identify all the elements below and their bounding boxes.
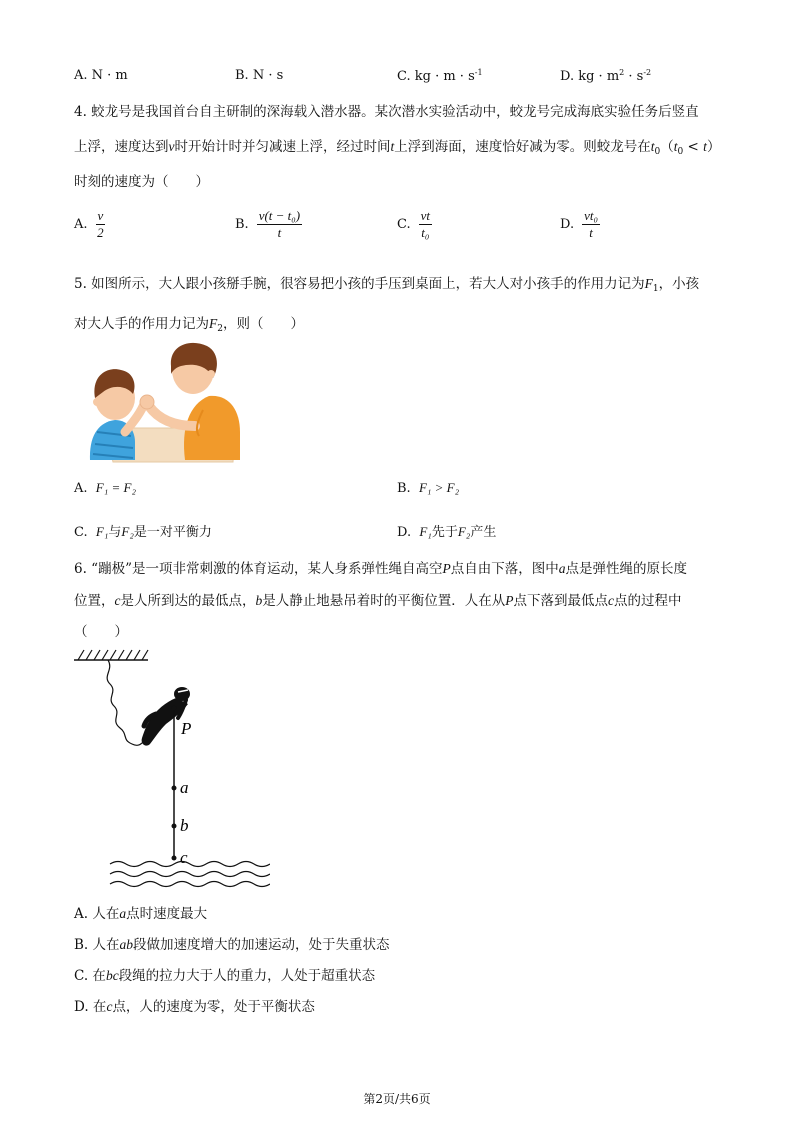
- q3-option-d: D. kg · $m^2 \cdot s^{-2}$: [560, 68, 652, 84]
- q4-option-d: D. $\frac{\text{vt₀}}{t}$: [560, 208, 598, 240]
- point-c-dot: [172, 856, 177, 861]
- ceiling-hatch: [78, 650, 148, 660]
- label-a: a: [180, 778, 189, 797]
- point-P-dot: [172, 706, 177, 711]
- q5-stem-line1: 5. 如图所示，大人跟小孩掰手腕，很容易把小孩的手压到桌面上，若大人对小孩手的作用力记为$F_1$，小孩: [74, 276, 700, 294]
- water-waves: [110, 862, 270, 887]
- q6-stem-line1: 6. “蹦极”是一项非常刺激的体育运动，某人身系弹性绳自高空P点自由下落，图中a点是弹性绳的原长度: [74, 561, 687, 577]
- point-b-dot: [172, 824, 177, 829]
- label-b: b: [180, 816, 189, 835]
- q5-stem-line2: 对大人手的作用力记为$F_2$，则（ ）: [74, 316, 304, 334]
- q5-option-a: A. F₁ = F₂: [74, 480, 136, 496]
- q4-stem-line1: 4. 蛟龙号是我国首台自主研制的深海载入潜水器。某次潜水实验活动中，蛟龙号完成海底实验任务后竖直: [74, 104, 699, 120]
- q4-option-a: A. $\frac{v}{2}$: [74, 208, 104, 240]
- q6-option-a: A. 人在a点时速度最大: [74, 906, 208, 922]
- bungee-cord: [107, 660, 148, 745]
- q6-stem-line3: （ ）: [74, 624, 128, 640]
- clasped-hands: [140, 395, 154, 409]
- q4-stem-line2: 上浮，速度达到v时开始计时并匀减速上浮，经过时间t上浮到海面，速度恰好减为零。则蛟龙号在$t_0(t_0 < t)$: [74, 139, 721, 157]
- q3-option-a: A. N · m: [74, 68, 128, 83]
- q6-stem-line2: 位置，c是人所到达的最低点，b是人静止地悬吊着时的平衡位置．人在从P点下落到最低点c点的过程中: [74, 593, 682, 609]
- point-a-dot: [172, 786, 177, 791]
- q5-option-c: C. F₁与F₂是一对平衡力: [74, 524, 212, 540]
- label-c: c: [180, 848, 188, 867]
- adult-arm: [149, 406, 195, 426]
- q3-option-c: C. kg · $m \cdot s^{-1}$: [397, 68, 483, 84]
- q4-option-b: B. $\frac{\text{v(t − t₀)}}{t}$: [235, 208, 301, 240]
- q6-option-d: D. 在c点，人的速度为零，处于平衡状态: [74, 999, 315, 1015]
- q6-option-b: B. 人在ab段做加速度增大的加速运动，处于失重状态: [74, 937, 390, 953]
- label-P: P: [181, 719, 192, 738]
- q4-stem-line3: 时刻的速度为（ ）: [74, 174, 209, 190]
- q5-option-b: B. F₁ > F₂: [397, 480, 460, 496]
- arm-wrestling-illustration: [85, 340, 245, 465]
- bungee-diagram: [70, 640, 270, 895]
- q6-option-c: C. 在bc段绳的拉力大于人的重力，人处于超重状态: [74, 968, 376, 984]
- q5-option-d: D. F₁先于F₂产生: [397, 524, 497, 540]
- q3-option-b: B. N · s: [235, 68, 284, 83]
- q4-option-c: C. $\frac{vt}{\text{t₀}}$: [397, 208, 431, 240]
- page-footer: 第2页/共6页: [363, 1092, 431, 1106]
